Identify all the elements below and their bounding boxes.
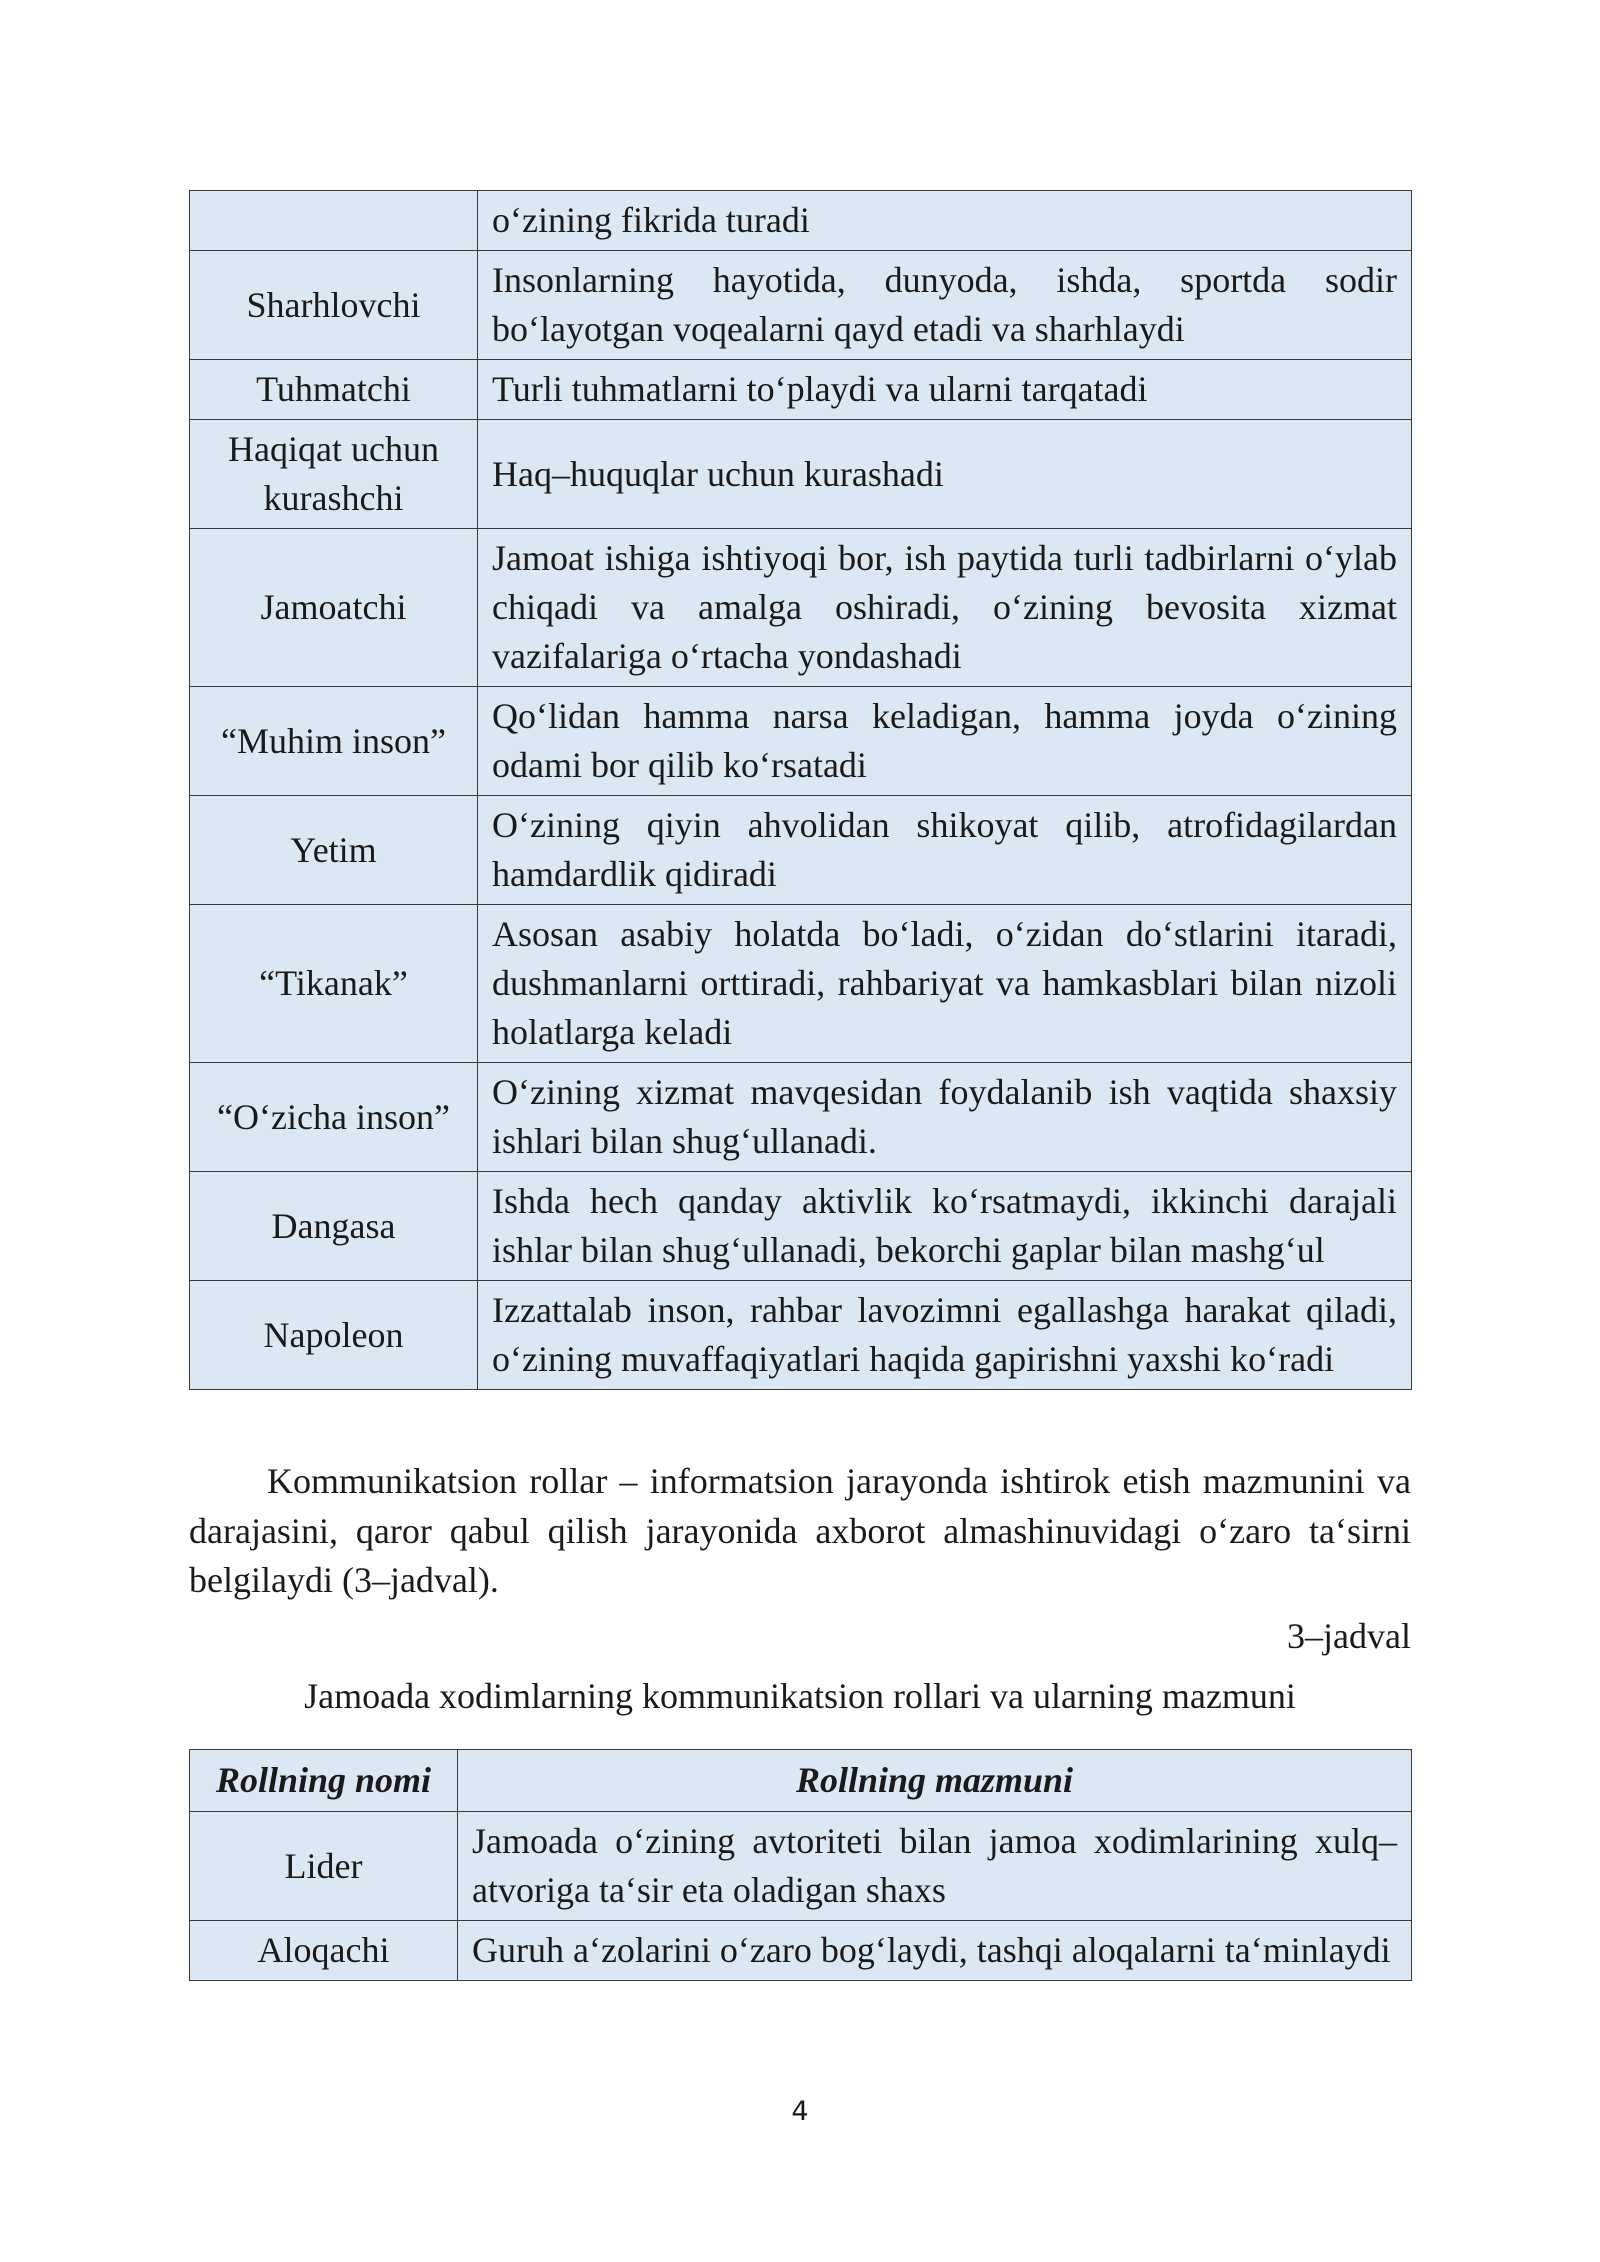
page-number: 4 [791, 2096, 809, 2127]
role-name-cell: “Muhim inson” [190, 687, 478, 796]
table-row [190, 1172, 1412, 1281]
table-row [190, 1281, 1412, 1390]
role-desc-cell: o‘zining fikrida turadi [478, 191, 1412, 251]
table-row [190, 1921, 1412, 1981]
role-desc-cell: Insonlarning hayotida, dunyoda, ishda, sportda sodir bo‘layotgan voqealarni qayd etadi va sharhlaydi [478, 251, 1412, 360]
role-desc-cell: Guruh a‘zolarini o‘zaro bog‘laydi, tashqi aloqalarni ta‘minlaydi [458, 1921, 1412, 1981]
header-role-name: Rollning nomi [190, 1750, 458, 1812]
role-name-cell: “Tikanak” [190, 905, 478, 1063]
table-row [190, 796, 1412, 905]
roles-table-continued [189, 190, 1412, 1390]
table-row [190, 360, 1412, 420]
role-desc-cell: Haq–huquqlar uchun kurashadi [478, 420, 1412, 529]
role-name-cell: Napoleon [190, 1281, 478, 1390]
role-desc-cell: O‘zining qiyin ahvolidan shikoyat qilib, atrofidagilardan hamdardlik qidiradi [478, 796, 1412, 905]
role-desc-cell: Qo‘lidan hamma narsa keladigan, hamma joyda o‘zining odami bor qilib ko‘rsatadi [478, 687, 1412, 796]
role-name-cell: Lider [190, 1812, 458, 1921]
table-row [190, 420, 1412, 529]
role-desc-cell: Izzattalab inson, rahbar lavozimni egallashga harakat qiladi, o‘zining muvaffaqiyatlari haqida gapirishni yaxshi ko‘radi [478, 1281, 1412, 1390]
role-desc-cell: Jamoat ishiga ishtiyoqi bor, ish paytida turli tadbirlarni o‘ylab chiqadi va amalga oshiradi, o‘zining bevosita xizmat vazifalariga o‘rtacha yondashadi [478, 529, 1412, 687]
communication-roles-table [189, 1749, 1412, 1981]
header-role-content: Rollning mazmuni [458, 1750, 1412, 1812]
role-name-cell: Jamoatchi [190, 529, 478, 687]
role-name-cell: Dangasa [190, 1172, 478, 1281]
role-name-cell [190, 191, 478, 251]
role-name-cell: Tuhmatchi [190, 360, 478, 420]
role-desc-cell: O‘zining xizmat mavqesidan foydalanib ish vaqtida shaxsiy ishlari bilan shug‘ullanadi. [478, 1063, 1412, 1172]
role-name-cell: “O‘zicha inson” [190, 1063, 478, 1172]
role-name-cell: Sharhlovchi [190, 251, 478, 360]
role-name-cell: Haqiqat uchun kurashchi [190, 420, 478, 529]
role-desc-cell: Asosan asabiy holatda bo‘ladi, o‘zidan do‘stlarini itaradi, dushmanlarni orttiradi, rahbariyat va hamkasblari bilan nizoli holatlarga keladi [478, 905, 1412, 1063]
table-caption: Jamoada xodimlarning kommunikatsion rollari va ularning mazmuni [304, 1676, 1296, 1716]
role-name-cell: Yetim [190, 796, 478, 905]
table-label: 3–jadval [1287, 1616, 1411, 1656]
table-header-row [190, 1750, 1412, 1812]
table-row [190, 191, 1412, 251]
table-row [190, 687, 1412, 796]
role-name-cell: Aloqachi [190, 1921, 458, 1981]
role-desc-cell: Ishda hech qanday aktivlik ko‘rsatmaydi, ikkinchi darajali ishlar bilan shug‘ullanadi, bekorchi gaplar bilan mashg‘ul [478, 1172, 1412, 1281]
role-desc-cell: Turli tuhmatlarni to‘playdi va ularni tarqatadi [478, 360, 1412, 420]
table-row [190, 251, 1412, 360]
role-desc-cell: Jamoada o‘zining avtoriteti bilan jamoa xodimlarining xulq–atvoriga ta‘sir eta oladigan shaxs [458, 1812, 1412, 1921]
table-row [190, 905, 1412, 1063]
table-row [190, 1812, 1412, 1921]
table-row [190, 1063, 1412, 1172]
body-paragraph: Kommunikatsion rollar – informatsion jarayonda ishtirok etish mazmunini va darajasini, qaror qabul qilish jarayonida axborot almashinuvidagi o‘zaro ta‘sirni belgilaydi (3–jadval). [189, 1461, 1411, 1600]
table-row [190, 529, 1412, 687]
